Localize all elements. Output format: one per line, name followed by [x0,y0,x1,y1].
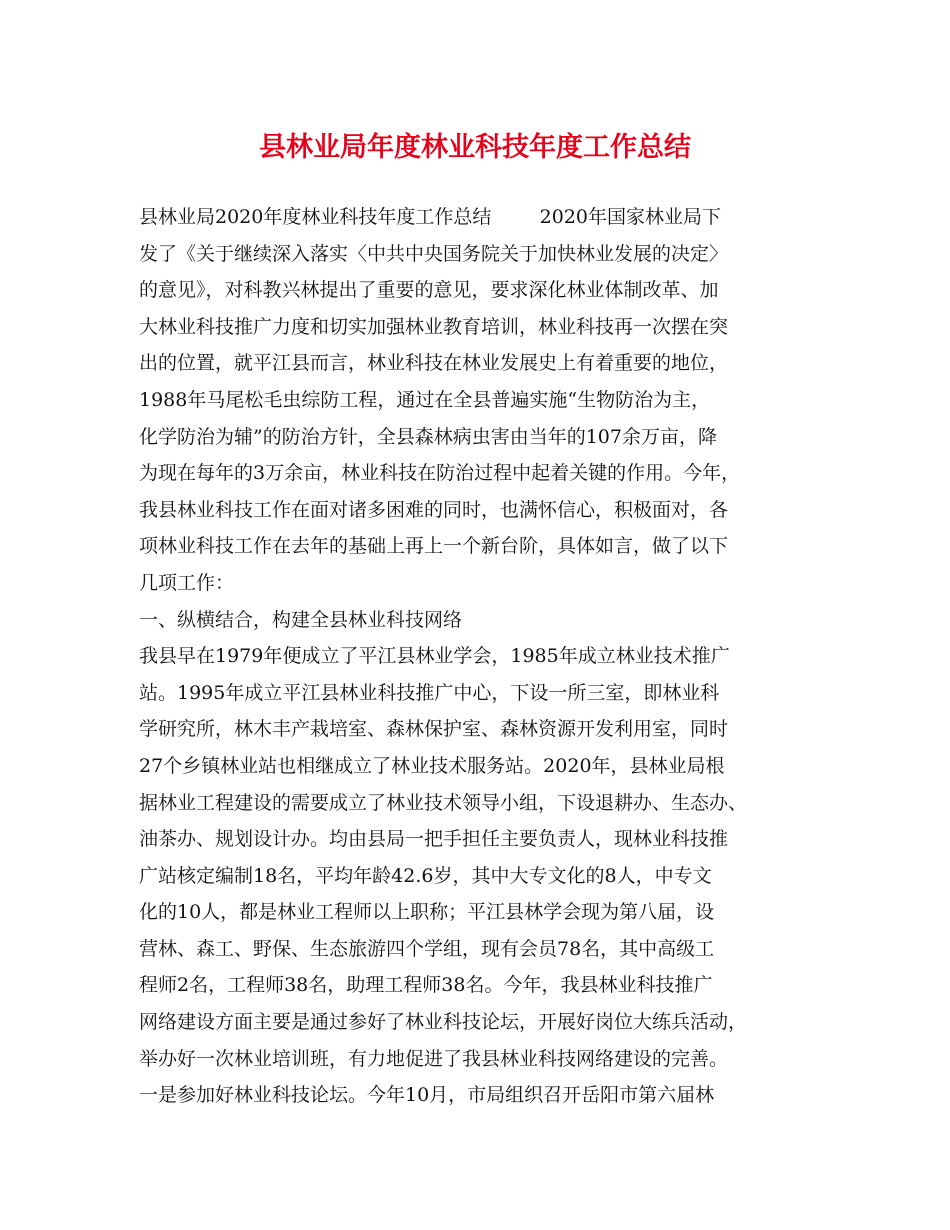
body-line: 站。1995年成立平江县林业科技推广中心，下设一所三室，即林业科 [139,681,720,704]
body-line: 大林业科技推广力度和切实加强林业教育培训，林业科技再一次摆在突 [139,315,729,338]
body-line: 化的10人，都是林业工程师以上职称；平江县林学会现为第八届，设 [139,901,715,924]
document-title: 县林业局年度林业科技年度工作总结 [259,132,691,163]
body-line: 的意见》，对科教兴林提出了重要的意见，要求深化林业体制改革、加 [139,279,719,302]
body-line: 几项工作： [139,571,235,594]
body-line: 据林业工程建设的需要成立了林业技术领导小组，下设退耕办、生态办、 [139,791,748,814]
body-line: 县林业局2020年度林业科技年度工作总结 2020年国家林业局下 [139,206,722,228]
body-line: 油茶办、规划设计办。均由县局一把手担任主要负责人，现林业科技推 [139,828,729,851]
body-line: 程师2名，工程师38名，助理工程师38名。今年，我县林业科技推广 [139,974,713,997]
body-line: 广站核定编制18名，平均年龄42.6岁，其中大专文化的8人，中专文 [139,864,712,887]
body-line: 一、纵横结合，构建全县林业科技网络 [139,608,463,631]
body-line: 出的位置，就平江县而言，林业科技在林业发展史上有着重要的地位， [139,352,729,375]
body-line: 发了《关于继续深入落实〈中共中央国务院关于加快林业发展的决定〉 [139,242,729,265]
body-line: 举办好一次林业培训班，有力地促进了我县林业科技网络建设的完善。 [139,1047,729,1070]
body-line: 我县林业科技工作在面对诸多困难的同时，也满怀信心，积极面对，各 [139,498,729,521]
body-line: 化学防治为辅”的防治方针，全县森林病虫害由当年的107余万亩，降 [139,425,717,448]
body-line: 项林业科技工作在去年的基础上再上一个新台阶，具体如言，做了以下 [139,535,729,558]
body-line: 27个乡镇林业站也相继成立了林业技术服务站。2020年，县林业局根 [139,754,725,777]
document-body [139,199,839,1114]
body-line: 为现在每年的3万余亩，林业科技在防治过程中起着关键的作用。今年， [139,462,741,485]
body-line: 我县早在1979年便成立了平江县林业学会，1985年成立林业技术推广 [139,645,730,668]
body-line: 学研究所，林木丰产栽培室、森林保护室、森林资源开发利用室，同时 [139,718,729,741]
body-line: 1988年马尾松毛虫综防工程，通过在全县普遍实施“生物防治为主， [139,388,711,411]
body-line: 营林、森工、野保、生态旅游四个学组，现有会员78名，其中高级工 [139,937,715,960]
body-line: 一是参加好林业科技论坛。今年10月，市局组织召开岳阳市第六届林 [139,1084,715,1107]
body-line: 网络建设方面主要是通过参好了林业科技论坛，开展好岗位大练兵活动， [139,1011,748,1034]
